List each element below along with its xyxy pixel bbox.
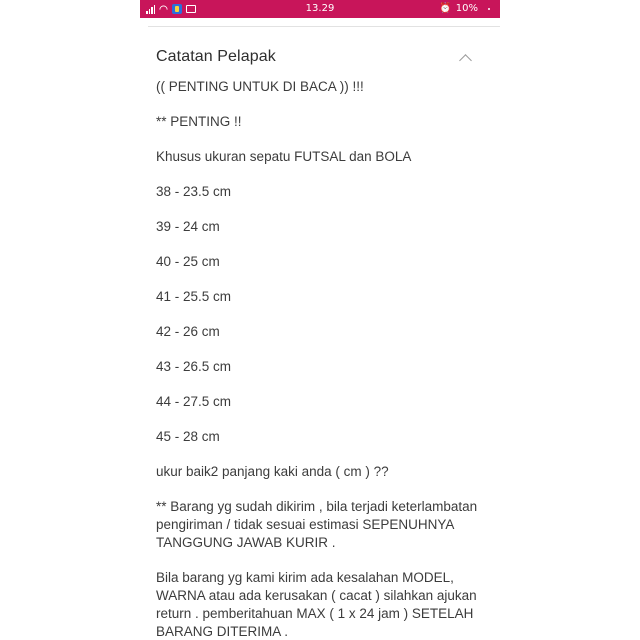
note-line: ** PENTING !! xyxy=(156,114,242,129)
note-paragraph: Bila barang yg kami kirim ada kesalahan MODEL, WARNA atau ada kerusakan ( cacat ) silahkan ajukan return . pemberitahuan MAX ( 1 x 24 jam ) SETELAH BARANG DITERIMA . xyxy=(156,570,477,639)
size-line: 43 - 26.5 cm xyxy=(156,359,232,374)
size-line: 41 - 25.5 cm xyxy=(156,289,232,304)
size-line: 38 - 23.5 cm xyxy=(156,184,232,199)
section-title: Catatan Pelapak xyxy=(156,48,276,65)
note-line: ukur baik2 panjang kaki anda ( cm ) ?? xyxy=(156,464,389,479)
size-line: 44 - 27.5 cm xyxy=(156,394,232,409)
phone-screen xyxy=(140,0,500,640)
battery-icon xyxy=(488,8,490,10)
seller-notes-header[interactable] xyxy=(156,48,488,70)
size-line: 45 - 28 cm xyxy=(156,429,220,444)
note-line: (( PENTING UNTUK DI BACA )) !!! xyxy=(156,79,364,94)
status-bar xyxy=(140,0,500,18)
status-icons-right xyxy=(439,3,490,14)
note-line: Khusus ukuran sepatu FUTSAL dan BOLA xyxy=(156,149,412,164)
section-divider xyxy=(148,26,500,27)
note-paragraph: ** Barang yg sudah dikirim , bila terjadi keterlambatan pengiriman / tidak sesuai estimasi SEPENUHNYA TANGGUNG JAWAB KURIR . xyxy=(156,499,478,550)
size-line: 39 - 24 cm xyxy=(156,219,220,234)
size-line: 42 - 26 cm xyxy=(156,324,220,339)
seller-notes-content xyxy=(156,78,492,640)
status-time: 13.29 xyxy=(305,3,335,14)
size-line: 40 - 25 cm xyxy=(156,254,220,269)
battery-percentage: 10% xyxy=(455,3,478,14)
alarm-icon: ⏰ xyxy=(439,2,452,14)
